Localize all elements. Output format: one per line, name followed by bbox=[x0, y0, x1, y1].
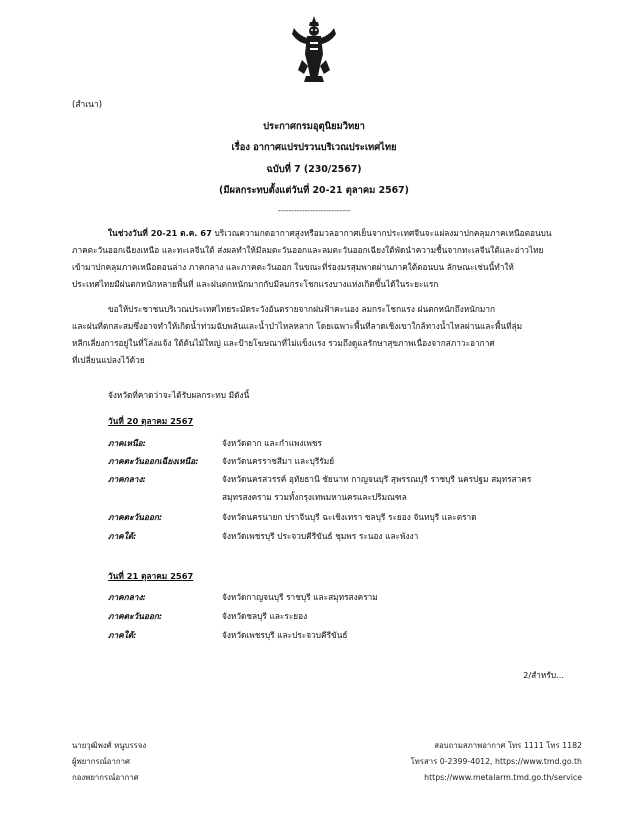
province-list: จังหวัดเพชรบุรี และประจวบคีรีขันธ์ bbox=[222, 630, 348, 640]
para2-line: ที่เปลี่ยนแปลงไว้ด้วย bbox=[72, 355, 145, 365]
separator-line: --------------------------- bbox=[277, 206, 351, 215]
contact-service-link[interactable]: https://www.metalarm.tmd.go.th/service bbox=[424, 773, 582, 782]
day2-heading: วันที่ 21 ตุลาคม 2567 bbox=[108, 571, 194, 581]
continued-marker: 2/สำหรับ... bbox=[523, 670, 564, 680]
para2-line: หลีกเลี่ยงการอยู่ในที่โล่งแจ้ง ใต้ต้นไม้ใหญ่ และป้ายโฆษณาที่ไม่แข็งแรง รวมถึงดูแลรักษาสุขภาพเนื่องจากสภาวะอากาศ bbox=[72, 338, 495, 348]
forecaster-title: ผู้พยากรณ์อากาศ bbox=[72, 757, 130, 766]
effective-dates: (มีผลกระทบตั้งแต่วันที่ 20-21 ตุลาคม 2567) bbox=[219, 185, 409, 196]
garuda-emblem-icon bbox=[290, 14, 338, 84]
region-label: ภาคใต้: bbox=[108, 531, 137, 541]
para1-line: ภาคตะวันออกเฉียงเหนือ และทะเลจีนใต้ ส่งผลทำให้มีลมตะวันออกและลมตะวันออกเฉียงใต้พัดนำความชื้นจากทะเลจีนใต้และอ่าวไทย bbox=[72, 245, 544, 255]
province-list-cont: สมุทรสงคราม รวมทั้งกรุงเทพมหานครและปริมณฑล bbox=[222, 492, 407, 502]
region-label: ภาคกลาง: bbox=[108, 474, 146, 484]
copy-mark: (สำเนา) bbox=[72, 100, 103, 110]
province-list: จังหวัดนครสวรรค์ อุทัยธานี ชัยนาท กาญจนบุรี สุพรรณบุรี ราชบุรี นครปฐม สมุทรสาคร bbox=[222, 474, 532, 484]
region-label: ภาคตะวันออกเฉียงเหนือ: bbox=[108, 456, 199, 466]
region-label: ภาคใต้: bbox=[108, 630, 137, 640]
para2-line: ขอให้ประชาชนบริเวณประเทศไทยระมัดระวังอันตรายจากฝนฟ้าคะนอง ลมกระโชกแรง ฝนตกหนักถึงหนักมาก bbox=[108, 304, 496, 314]
province-list: จังหวัดตาก และกำแพงเพชร bbox=[222, 438, 322, 448]
contact-phone: สอบถามสภาพอากาศ โทร 1111 โทร 1182 bbox=[434, 741, 582, 750]
para1-line: เข้ามาปกคลุมภาคเหนือตอนล่าง ภาคกลาง และภาคตะวันออก ในขณะที่ร่องมรสุมพาดผ่านภาคใต้ตอนบน ลักษณะเช่นนี้ทำให้ bbox=[72, 262, 514, 272]
province-list: จังหวัดนครราชสีมา และบุรีรัมย์ bbox=[222, 456, 335, 466]
para1-line bbox=[108, 225, 582, 242]
para1-line1-rest: บริเวณความกดอากาศสูงหรือมวลอากาศเย็นจากประเทศจีนจะแผ่ลงมาปกคลุมภาคเหนือตอนบน bbox=[211, 228, 552, 238]
region-label: ภาคกลาง: bbox=[108, 592, 146, 602]
announcement-title: ประกาศกรมอุตุนิยมวิทยา bbox=[263, 121, 365, 132]
footer-contact bbox=[330, 738, 582, 786]
region-label: ภาคตะวันออก: bbox=[108, 512, 163, 522]
paragraph-advisory bbox=[72, 301, 582, 369]
region-label: ภาคตะวันออก: bbox=[108, 611, 163, 621]
para1-line: ประเทศไทยมีฝนตกหนักหลายพื้นที่ และฝนตกหนักมากกับมีลมกระโชกแรงบางแห่งเกิดขึ้นได้ในระยะแรก bbox=[72, 279, 439, 289]
province-list: จังหวัดเพชรบุรี ประจวบคีรีขันธ์ ชุมพร ระนอง และพังงา bbox=[222, 531, 419, 541]
issue-number: ฉบับที่ 7 (230/2567) bbox=[266, 164, 362, 175]
forecaster-division: กองพยากรณ์อากาศ bbox=[72, 773, 139, 782]
forecaster-name: นายวุฒิพงศ์ หนูบรรจง bbox=[72, 741, 147, 750]
subject-line: เรื่อง อากาศแปรปรวนบริเวณประเทศไทย bbox=[231, 142, 397, 153]
region-label: ภาคเหนือ: bbox=[108, 438, 146, 448]
province-list: จังหวัดนครนายก ปราจีนบุรี ฉะเชิงเทรา ชลบุรี ระยอง จันทบุรี และตราด bbox=[222, 512, 477, 522]
affected-intro: จังหวัดที่คาดว่าจะได้รับผลกระทบ มีดังนี้ bbox=[108, 390, 250, 400]
contact-fax-website[interactable]: โทรสาร 0-2399-4012, https://www.tmd.go.th bbox=[410, 757, 582, 766]
para2-line: และฝนที่ตกสะสมซึ่งอาจทำให้เกิดน้ำท่วมฉับพลันและน้ำป่าไหลหลาก โดยเฉพาะพื้นที่ลาดเชิงเขาใกล้ทางน้ำไหลผ่านและพื้นที่ลุ่ม bbox=[72, 321, 523, 331]
province-list: จังหวัดกาญจนบุรี ราชบุรี และสมุทรสงคราม bbox=[222, 592, 378, 602]
province-list: จังหวัดชลบุรี และระยอง bbox=[222, 611, 308, 621]
paragraph-weather-situation bbox=[72, 225, 582, 293]
para1-lead: ในช่วงวันที่ 20-21 ต.ค. 67 bbox=[108, 228, 212, 238]
footer-signatory bbox=[72, 738, 146, 786]
day1-heading: วันที่ 20 ตุลาคม 2567 bbox=[108, 416, 194, 426]
